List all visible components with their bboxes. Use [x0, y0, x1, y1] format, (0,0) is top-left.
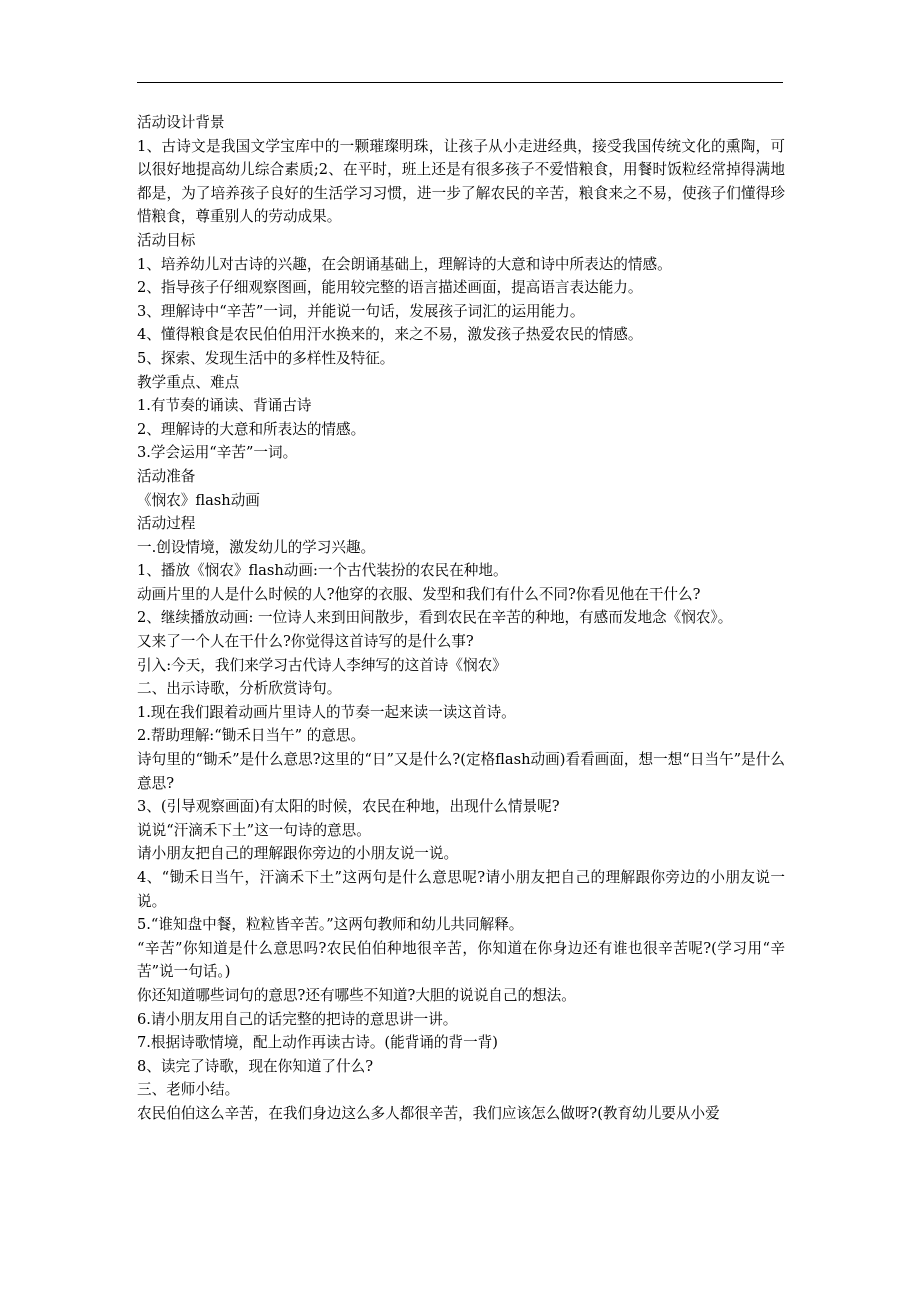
paragraph: 请小朋友把自己的理解跟你旁边的小朋友说一说。	[137, 845, 459, 863]
list-item: 4、懂得粮食是农民伯伯用汗水换来的，来之不易，激发孩子热爱农民的情感。	[137, 326, 643, 344]
paragraph: 1、古诗文是我国文学宝库中的一颗璀璨明珠，让孩子从小走进经典，接受我国传统文化的熏陶，可以很好地提高幼儿综合素质;2、在平时，班上还是有很多孩子不爱惜粮食，用餐时饭粒经常掉得满地都是，为了培养孩子良好的生活学习习惯，进一步了解农民的辛苦，粮食来之不易，使孩子们懂得珍惜粮食，尊重别人的劳动成果。	[137, 137, 785, 226]
list-item: 8、读完了诗歌，现在你知道了什么?	[137, 1057, 374, 1075]
list-item: 2、指导孩子仔细观察图画，能用较完整的语言描述画面，提高语言表达能力。	[137, 279, 643, 297]
list-item: 2、理解诗的大意和所表达的情感。	[137, 420, 366, 438]
paragraph: 引入:今天，我们来学习古代诗人李绅写的这首诗《悯农》	[137, 656, 507, 674]
list-item: 4、“锄禾日当午，汗滴禾下土”这两句是什么意思呢?请小朋友把自己的理解跟你旁边的小朋友说一说。	[137, 869, 785, 910]
paragraph: “辛苦”你知道是什么意思吗?农民伯伯种地很辛苦，你知道在你身边还有谁也很辛苦呢?(学习用“辛苦”说一句话。)	[137, 939, 785, 981]
section-heading: 教学重点、难点	[137, 373, 240, 391]
subsection-heading: 二、出示诗歌，分析欣赏诗句。	[137, 680, 342, 698]
list-item: 6.请小朋友用自己的话完整的把诗的意思讲一讲。	[137, 1010, 458, 1028]
section-heading: 活动目标	[137, 231, 196, 249]
list-item: 3.学会运用“辛苦”一词。	[137, 444, 298, 462]
list-item: 2.帮助理解:“锄禾日当午” 的意思。	[137, 727, 366, 745]
document-body	[137, 111, 785, 1126]
paragraph: 又来了一个人在干什么?你觉得这首诗写的是什么事?	[137, 633, 474, 651]
list-item: 7.根据诗歌情境，配上动作再读古诗。(能背诵的背一背)	[137, 1034, 498, 1052]
list-item: 1.现在我们跟着动画片里诗人的节奏一起来读一读这首诗。	[137, 703, 516, 721]
paragraph: 诗句里的“锄禾”是什么意思?这里的“日”又是什么?(定格flash动画)看看画面，想一想“日当午”是什么意思?	[137, 751, 785, 792]
paragraph: 农民伯伯这么辛苦，在我们身边这么多人都很辛苦，我们应该怎么做呀?(教育幼儿要从小爱	[137, 1104, 720, 1122]
list-item: 3、理解诗中“辛苦”一词，并能说一句话，发展孩子词汇的运用能力。	[137, 302, 585, 320]
list-item: 1、培养幼儿对古诗的兴趣，在会朗诵基础上，理解诗的大意和诗中所表达的情感。	[137, 255, 672, 273]
section-heading: 活动过程	[137, 515, 196, 533]
list-item: 2、继续播放动画: 一位诗人来到田间散步，看到农民在辛苦的种地，有感而发地念《悯农》。	[137, 609, 733, 627]
paragraph: 说说“汗滴禾下土”这一句诗的意思。	[137, 821, 371, 839]
list-item: 1.有节奏的诵读、背诵古诗	[137, 397, 312, 415]
paragraph: 动画片里的人是什么时候的人?他穿的衣服、发型和我们有什么不同?你看见他在干什么?	[137, 585, 701, 603]
section-heading: 活动准备	[137, 467, 196, 485]
list-item: 5、探索、发现生活中的多样性及特征。	[137, 349, 395, 367]
subsection-heading: 一.创设情境，激发幼儿的学习兴趣。	[137, 538, 376, 556]
section-heading: 活动设计背景	[137, 114, 225, 131]
header-rule	[137, 82, 783, 83]
list-item: 5.“谁知盘中餐，粒粒皆辛苦。”这两句教师和幼儿共同解释。	[137, 916, 524, 934]
subsection-heading: 三、老师小结。	[137, 1081, 240, 1099]
list-item: 1、播放《悯农》flash动画:一个古代装扮的农民在种地。	[137, 562, 508, 580]
paragraph: 《悯农》flash动画	[137, 491, 260, 509]
list-item: 3、(引导观察画面)有太阳的时候，农民在种地，出现什么情景呢?	[137, 798, 560, 816]
paragraph: 你还知道哪些词句的意思?还有哪些不知道?大胆的说说自己的想法。	[137, 986, 576, 1004]
